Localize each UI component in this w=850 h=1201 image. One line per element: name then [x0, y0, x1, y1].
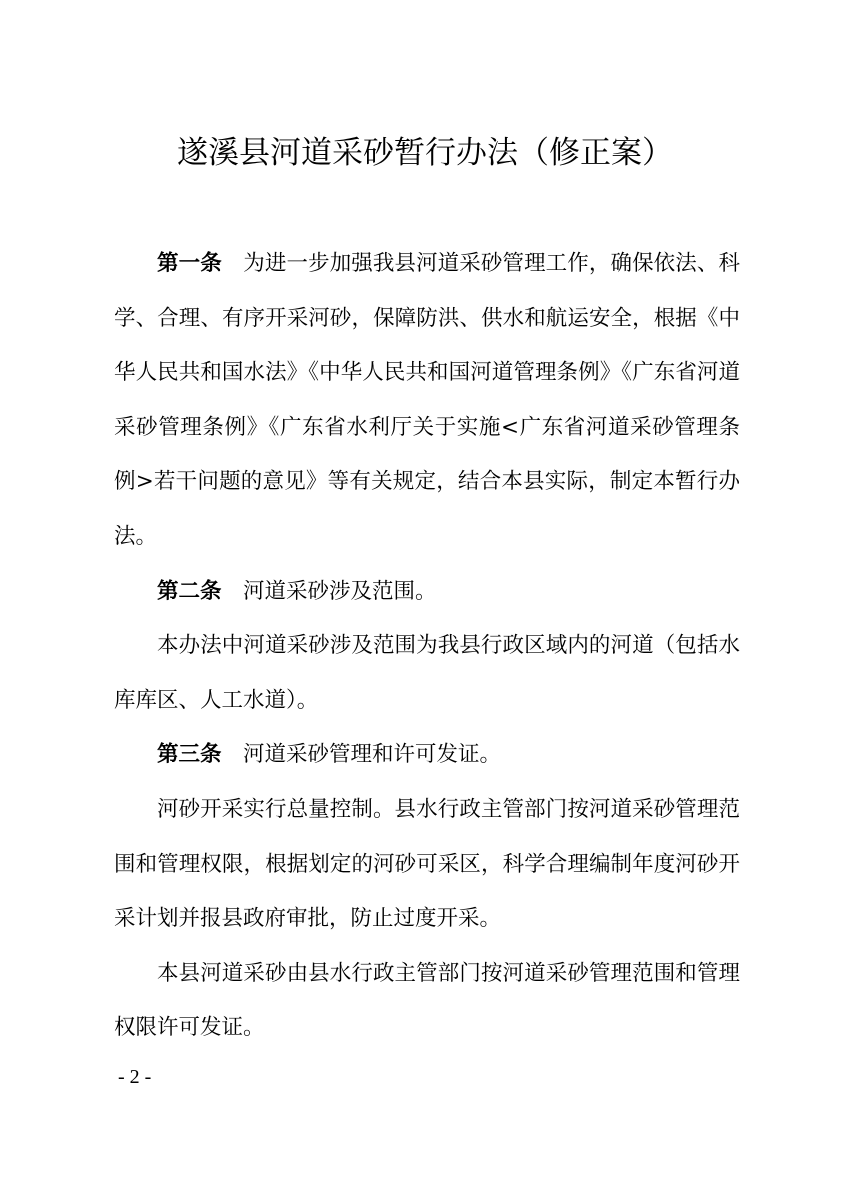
page-number: - 2 - — [118, 1066, 152, 1088]
article-3-paragraph-2: 本县河道采砂由县水行政主管部门按河道采砂管理范围和管理权限许可发证。 — [114, 960, 740, 1041]
article-3-paragraph-1: 河砂开采实行总量控制。县水行政主管部门按河道采砂管理范围和管理权限，根据划定的河砂可采区，科学合理编制年度河砂开采计划并报县政府审批，防止过度开采。 — [114, 796, 740, 932]
article-3-text: 河道采砂管理和许可发证。 — [243, 742, 502, 768]
article-1-heading: 第一条 — [157, 251, 222, 276]
article-2-paragraph: 本办法中河道采砂涉及范围为我县行政区域内的河道（包括水库库区、人工水道）。 — [114, 633, 740, 713]
article-3-heading: 第三条 — [157, 742, 222, 768]
article-2-text: 河道采砂涉及范围。 — [243, 578, 437, 604]
article-1-text: 为进一步加强我县河道采砂管理工作，确保依法、科学、合理、有序开采河砂，保障防洪、供水和航运安全，根据《中华人民共和国水法》《中华人民共和国河道管理条例》《广东省河道采砂管理条例》《广东省水利厅关于实施<广东省河道采砂管理条例>若干问题的意见》等有关规定，结合本县实际，制定本暂行办法。 — [114, 251, 740, 549]
article-1 — [114, 237, 740, 565]
document-title: 遂溪县河道采砂暂行办法（修正案） — [177, 135, 673, 171]
document-body — [114, 237, 740, 1056]
article-3 — [114, 728, 740, 783]
article-2-heading: 第二条 — [157, 578, 222, 604]
article-2 — [114, 565, 740, 620]
